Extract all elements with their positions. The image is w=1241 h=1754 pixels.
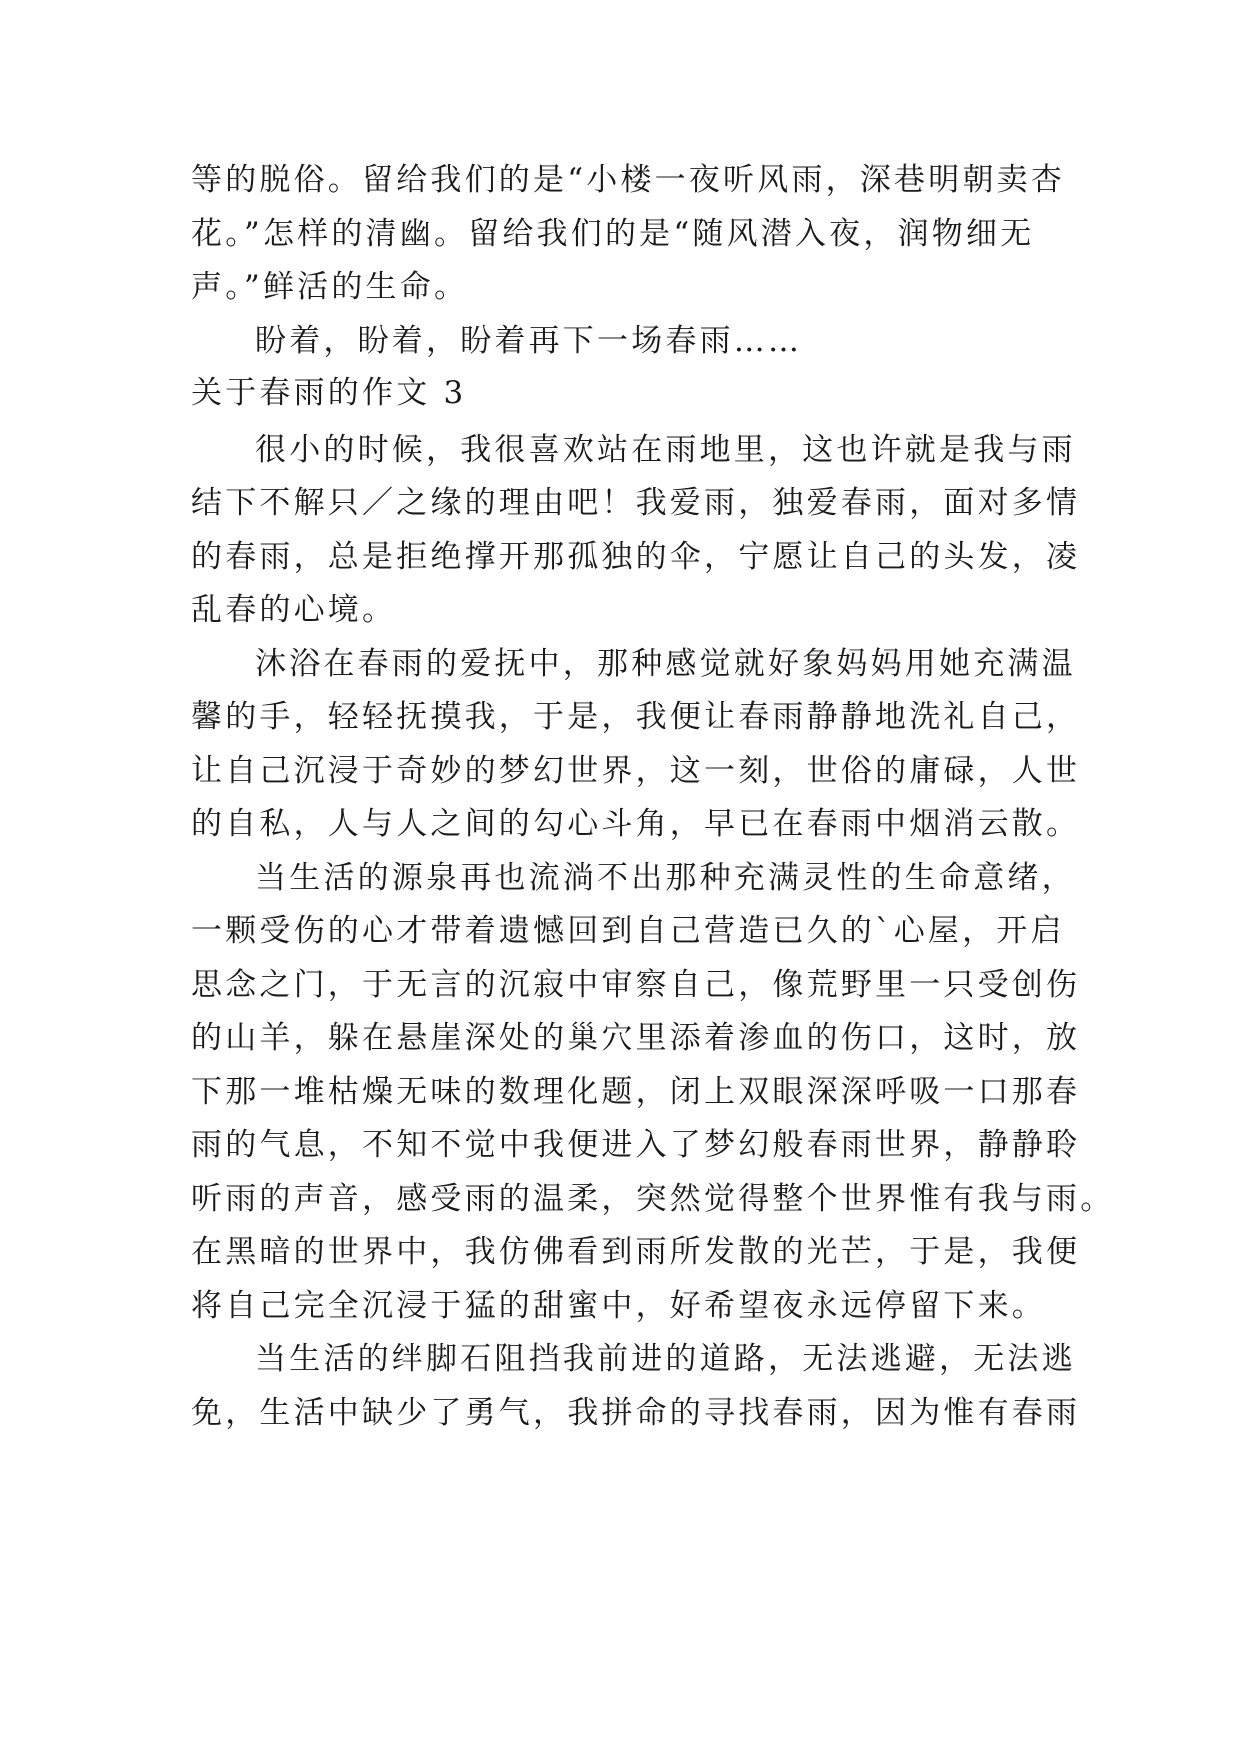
- text-line: 的春雨，总是拒绝撑开那孤独的伞，宁愿让自己的头发，凌: [191, 539, 1081, 575]
- text-line: 沐浴在春雨的爱抚中，那种感觉就好象妈妈用她充满温: [255, 646, 1076, 682]
- text-line: 当生活的源泉再也流淌不出那种充满灵性的生命意绪，: [255, 860, 1076, 896]
- text-line: 结下不解只／之缘的理由吧！我爱雨，独爱春雨，面对多情: [191, 485, 1081, 521]
- text-line: 的山羊，躲在悬崖深处的巢穴里添着渗血的伤口，这时，放: [191, 1020, 1081, 1056]
- text-line: 听雨的声音，感受雨的温柔，突然觉得整个世界惟有我与雨。: [191, 1181, 1115, 1217]
- section-heading: 关于春雨的作文 3: [191, 375, 467, 411]
- text-line: 下那一堆枯燥无味的数理化题，闭上双眼深深呼吸一口那春: [191, 1074, 1081, 1110]
- text-line: 让自己沉浸于奇妙的梦幻世界，这一刻，世俗的庸碌，人世: [191, 753, 1081, 789]
- text-line: 免，生活中缺少了勇气，我拼命的寻找春雨，因为惟有春雨: [191, 1395, 1081, 1431]
- text-line: 在黑暗的世界中，我仿佛看到雨所发散的光芒，于是，我便: [191, 1234, 1081, 1270]
- text-line: 声。”鲜活的生命。: [191, 269, 469, 305]
- text-line: 雨的气息，不知不觉中我便进入了梦幻般春雨世界，静静聆: [191, 1127, 1081, 1163]
- text-line: 当生活的绊脚石阻挡我前进的道路，无法逃避，无法逃: [255, 1341, 1076, 1377]
- text-line: 盼着，盼着，盼着再下一场春雨……: [255, 323, 803, 359]
- text-line: 花。”怎样的清幽。留给我们的是“随风潜入夜，润物细无: [191, 216, 1035, 252]
- text-line: 思念之门，于无言的沉寂中审察自己，像荒野里一只受创伤: [191, 967, 1081, 1003]
- text-line: 乱春的心境。: [191, 592, 397, 628]
- text-line: 的自私，人与人之间的勾心斗角，早已在春雨中烟消云散。: [191, 806, 1081, 842]
- text-line: 馨的手，轻轻抚摸我，于是，我便让春雨静静地洗礼自己，: [191, 699, 1081, 735]
- text-line: 将自己完全沉浸于猛的甜蜜中，好希望夜永远停留下来。: [191, 1288, 1046, 1324]
- text-line: 一颗受伤的心才带着遗憾回到自己营造已久的`心屋，开启: [191, 913, 1065, 949]
- text-line: 很小的时候，我很喜欢站在雨地里，这也许就是我与雨: [255, 432, 1076, 468]
- text-line: 等的脱俗。留给我们的是“小楼一夜听风雨，深巷明朝卖杏: [191, 162, 1066, 198]
